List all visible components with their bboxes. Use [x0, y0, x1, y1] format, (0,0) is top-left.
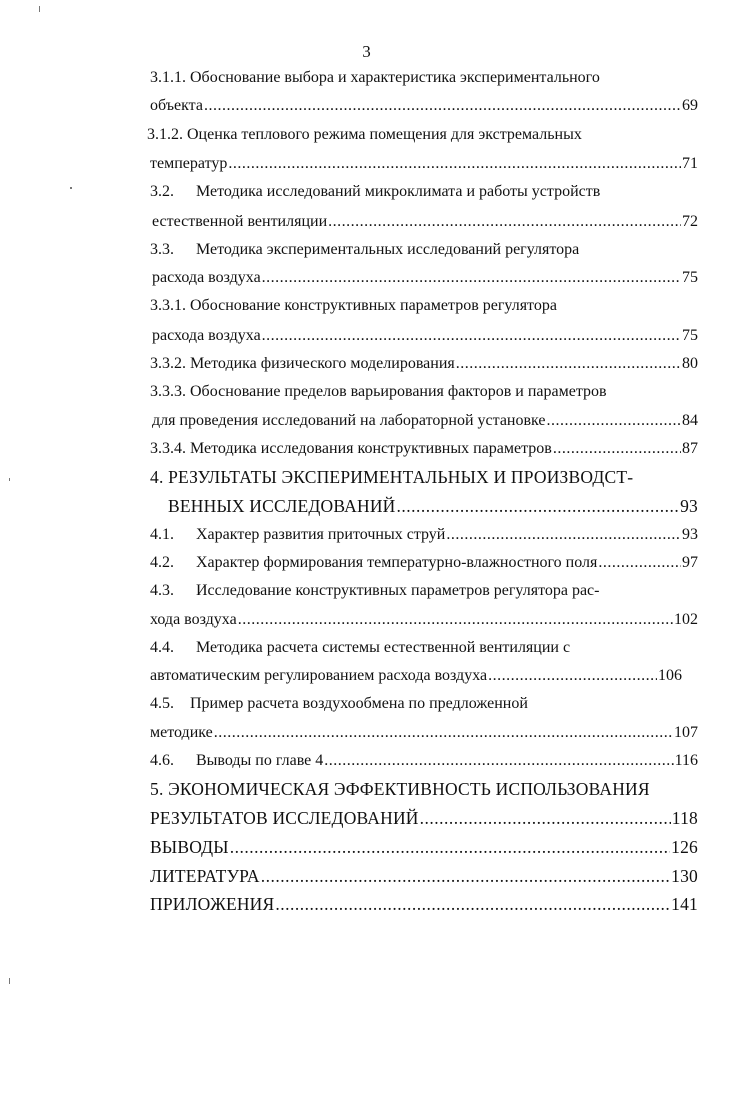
page-number: 3: [362, 42, 371, 61]
page-ref: 97: [682, 554, 698, 571]
toc-entry-3-3-2[interactable]: 3.3.2. Методика физического моделирования ..... 80: [150, 354, 698, 374]
leader-dots: [446, 525, 681, 545]
page-ref: 130: [671, 866, 698, 886]
toc-entry-3-3-4[interactable]: 3.3.4. Методика исследования конструктивных параметров ..... 87: [150, 439, 698, 459]
leader-dots: [598, 553, 681, 573]
scan-mark: [39, 6, 40, 12]
page-ref: 93: [682, 526, 698, 543]
leader-dots: [275, 894, 670, 914]
toc-chapter-4-title[interactable]: 4. РЕЗУЛЬТАТЫ ЭКСПЕРИМЕНТАЛЬНЫХ И ПРОИЗВОДСТ-: [150, 467, 634, 487]
toc-entry-4-6[interactable]: 4.6. Выводы по главе 4 ..... 116: [150, 751, 698, 771]
leader-dots: [228, 154, 681, 174]
toc-entry-4-1[interactable]: 4.1. Характер развития приточных струй ..... 93: [150, 525, 698, 545]
toc-entry-4-3[interactable]: хода воздуха ..... 102: [150, 610, 698, 630]
leader-dots: [553, 439, 681, 459]
toc-entry-3-1-1[interactable]: объекта ..... 69: [150, 96, 698, 116]
toc-entry-3-2[interactable]: естественной вентиляции ..... 72: [152, 212, 698, 232]
toc-literature[interactable]: ЛИТЕРАТУРА ..... 130: [150, 866, 698, 886]
toc-entry-3-3-1-title[interactable]: 3.3.1. Обоснование конструктивных параметров регулятора: [150, 297, 557, 314]
page-ref: 106: [658, 667, 682, 684]
toc-appendices[interactable]: ПРИЛОЖЕНИЯ ..... 141: [150, 894, 698, 914]
leader-dots: [456, 354, 681, 374]
page-ref: 116: [674, 752, 698, 769]
toc-entry-3-3-1[interactable]: расхода воздуха ..... 75: [152, 326, 698, 346]
scan-mark: [9, 478, 10, 481]
page-ref: 141: [671, 894, 698, 914]
toc-entry-4-5-title[interactable]: 4.5. Пример расчета воздухообмена по предложенной: [150, 695, 528, 712]
toc-chapter-4[interactable]: ВЕННЫХ ИССЛЕДОВАНИЙ ..... 93: [168, 496, 698, 516]
leader-dots: [238, 610, 673, 630]
toc-entry-4-4-title[interactable]: 4.4. Методика расчета системы естественной вентиляции с: [150, 639, 571, 656]
page-ref: 107: [674, 724, 698, 741]
page-ref: 93: [680, 496, 698, 516]
page-ref: 75: [682, 327, 698, 344]
leader-dots: [397, 496, 680, 516]
page-ref: 84: [682, 412, 698, 429]
page-ref: 71: [682, 155, 698, 172]
toc-entry-3-2-title[interactable]: 3.2. Методика исследований микроклимата и работы устройств: [150, 183, 601, 200]
page-ref: 87: [682, 440, 698, 457]
toc-entry-4-4[interactable]: автоматическим регулированием расхода воздуха ..... 106: [150, 666, 682, 686]
toc-entry-4-5[interactable]: методике ..... 107: [150, 723, 698, 743]
page-ref: 69: [682, 97, 698, 114]
toc-chapter-5-title[interactable]: 5. ЭКОНОМИЧЕСКАЯ ЭФФЕКТИВНОСТЬ ИСПОЛЬЗОВАНИЯ: [150, 779, 650, 799]
page-ref: 126: [671, 837, 698, 857]
toc-entry-3-3[interactable]: расхода воздуха ..... 75: [152, 268, 698, 288]
leader-dots: [262, 268, 681, 288]
leader-dots: [261, 866, 670, 886]
leader-dots: [328, 212, 681, 232]
leader-dots: [420, 808, 671, 828]
page-ref: 75: [682, 269, 698, 286]
page-ref: 102: [674, 611, 698, 628]
page-ref: 118: [671, 808, 698, 828]
toc-entry-3-3-3-title[interactable]: 3.3.3. Обоснование пределов варьирования факторов и параметров: [150, 383, 607, 400]
leader-dots: [204, 96, 681, 116]
scan-mark: [9, 978, 10, 984]
toc-entry-3-3-title[interactable]: 3.3. Методика экспериментальных исследований регулятора: [150, 241, 580, 258]
leader-dots: [262, 326, 681, 346]
toc-entry-4-3-title[interactable]: 4.3. Исследование конструктивных параметров регулятора рас-: [150, 582, 600, 599]
page-ref: 72: [682, 213, 698, 230]
toc-chapter-5[interactable]: РЕЗУЛЬТАТОВ ИССЛЕДОВАНИЙ ..... 118: [150, 808, 698, 828]
leader-dots: [214, 723, 673, 743]
page-ref: 80: [682, 355, 698, 372]
leader-dots: [547, 411, 681, 431]
leader-dots: [324, 751, 673, 771]
toc-entry-4-2[interactable]: 4.2. Характер формирования температурно-влажностного поля ..... 97: [150, 553, 698, 573]
toc-conclusions[interactable]: ВЫВОДЫ ..... 126: [150, 837, 698, 857]
toc-entry-3-1-1-title[interactable]: 3.1.1. Обоснование выбора и характеристика экспериментального: [150, 69, 600, 86]
toc-entry-3-1-2-title[interactable]: 3.1.2. Оценка теплового режима помещения для экстремальных: [147, 126, 582, 143]
scan-mark: [70, 187, 72, 189]
toc-entry-3-3-3[interactable]: для проведения исследований на лабораторной установке ..... 84: [152, 411, 698, 431]
toc-entry-3-1-2[interactable]: температур ..... 71: [150, 154, 698, 174]
leader-dots: [230, 837, 670, 857]
leader-dots: [488, 666, 657, 686]
